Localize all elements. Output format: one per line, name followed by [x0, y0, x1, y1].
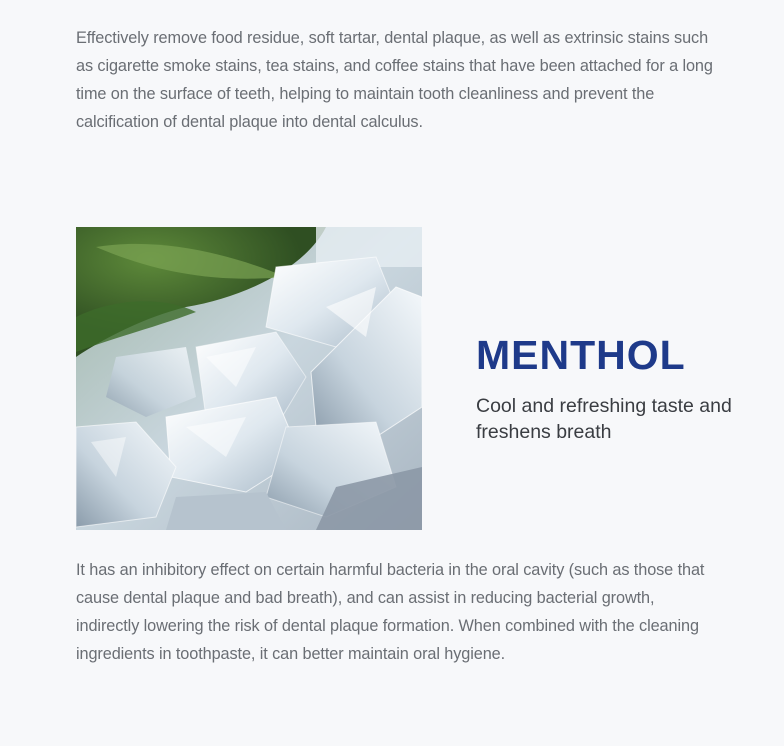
feature-title: MENTHOL: [476, 332, 686, 378]
feature-description: Cool and refreshing taste and freshens breath: [476, 395, 732, 443]
menthol-crystals-image: [76, 227, 422, 530]
detail-paragraph: It has an inhibitory effect on certain harmful bacteria in the oral cavity (such as those that cause dental plaque and bad breath), and can assist in reducing bacterial growth, indirectly lowering the risk of dental plaque formation. When combined with the cleaning ingredients in toothpaste, it can better maintain oral hygiene.: [76, 561, 705, 663]
intro-paragraph: Effectively remove food residue, soft tartar, dental plaque, as well as extrinsic stains such as cigarette smoke stains, tea stains, and coffee stains that have been attached for a long time on the surface of teeth, helping to maintain tooth cleanliness and prevent the calcification of dental plaque into dental calculus.: [76, 29, 713, 131]
